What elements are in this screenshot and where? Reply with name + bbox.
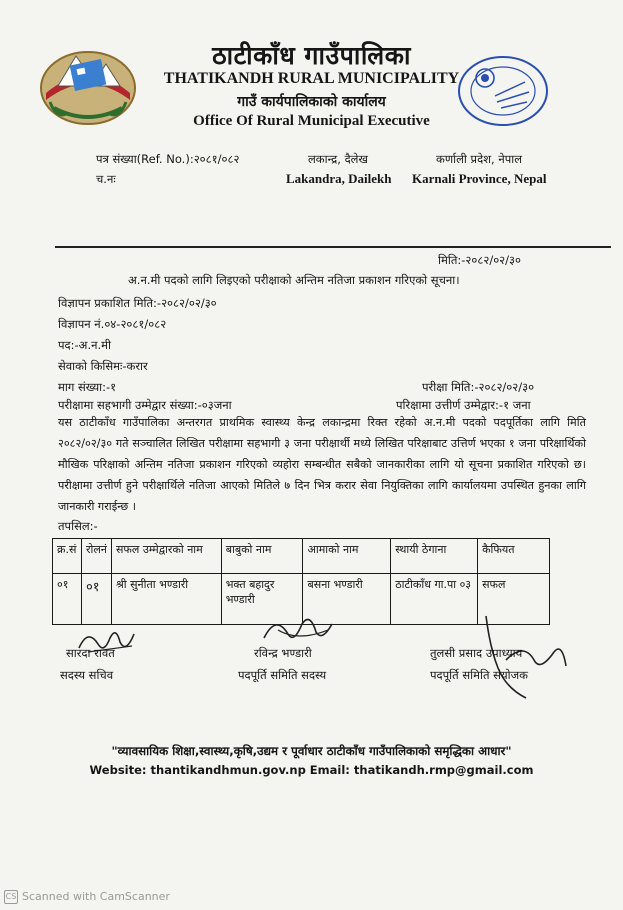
table-cell: ठाटीकाँध गा.पा ०३ xyxy=(391,574,478,625)
passed-count: परिक्षामा उत्तीर्ण उम्मेद्वार:-१ जना xyxy=(396,398,531,412)
footer-slogan: "व्यावसायिक शिक्षा,स्वास्थ्य,कृषि,उद्यम र पूर्वाधार ठाटीकाँध गाउँपालिकाको समृद्धिका आधार" xyxy=(111,744,512,758)
province-english: Karnali Province, Nepal xyxy=(412,171,547,186)
camscanner-watermark xyxy=(4,890,170,904)
ad-number: विज्ञापन नं.०४-२०८१/०८२ xyxy=(58,317,167,331)
signature-2-scribble xyxy=(258,612,338,648)
watermark-text: Scanned with CamScanner xyxy=(22,890,170,903)
office-title-english: Office Of Rural Municipal Executive xyxy=(193,113,430,129)
post-name: पद:-अ.न.मी xyxy=(58,338,111,352)
table-cell: ०१ xyxy=(81,574,111,625)
footer-contact: Website: thantikandhmun.gov.np Email: thatikandh.rmp@gmail.com xyxy=(89,763,534,777)
participant-count: परीक्षामा सहभागी उम्मेद्वार संख्या:-०३जना xyxy=(58,398,232,412)
location-nepali: लकान्द्र, दैलेख xyxy=(308,152,368,166)
column-header: आमाको नाम xyxy=(303,539,391,574)
table-header-row xyxy=(53,539,550,574)
table-cell: सफल xyxy=(478,574,550,625)
column-header: बाबुको नाम xyxy=(221,539,303,574)
signatory-1-name: सारदा रावत xyxy=(66,646,115,660)
header-divider xyxy=(55,246,611,248)
notice-body: यस ठाटीकाँध गाउँपालिका अन्तरगत प्राथमिक स्वास्थ्य केन्द्र लकान्द्रमा रिक्त रहेको अ.न.मी पदको पदपूर्तिका लागि मिति २०८२/०२/३० गते सञ्चालित लिखित परीक्षामा सहभागी ३ जना परीक्षार्थी मध्ये लिखित परिक्षाबाट उत्तिर्ण भएका १ जना परिक्षार्थिको मौखिक परिक्षाको अन्तिम नतिजा प्रकाशन गरिएको व्यहोरा सम्बन्धीत सबैको जानकारीका लागि यो सूचना प्रकाशित गरिएको छ। परीक्षामा उत्तीर्ण हुने परीक्षार्थिले नतिजा आएको मितिले ७ दिन भित्र करार सेवा नियुक्तिका लागि कार्यालयमा उपस्थित हुनका लागि जानकारी गराईन्छ । xyxy=(58,416,586,513)
exam-date: परीक्षा मिति:-२०८२/०२/३० xyxy=(422,380,535,394)
camscanner-icon: CS xyxy=(4,890,18,904)
office-title-nepali: गाउँ कार्यपालिकाको कार्यालय xyxy=(237,94,386,110)
table-cell: बसना भण्डारी xyxy=(303,574,391,625)
notice-subject: अ.न.मी पदको लागि लिइएको परीक्षाको अन्तिम नतिजा प्रकाशन गरिएको सूचना। xyxy=(128,273,460,287)
signatory-2-name: रविन्द्र भण्डारी xyxy=(254,646,312,660)
column-header: क्र.सं xyxy=(53,539,82,574)
signatory-3-name: तुलसी प्रसाद उपाध्याय xyxy=(430,646,523,660)
table-cell: भक्त बहादुर भण्डारी xyxy=(221,574,303,625)
signatory-3-title: पदपूर्ति समिति संयोजक xyxy=(430,668,528,682)
column-header: सफल उम्मेद्वारको नाम xyxy=(111,539,221,574)
column-header: स्थायी ठेगाना xyxy=(391,539,478,574)
column-header: रोलनं xyxy=(81,539,111,574)
reference-number: पत्र संख्या(Ref. No.):२०८१/०८२ xyxy=(96,152,240,166)
signatory-1-title: सदस्य सचिव xyxy=(60,668,114,682)
dispatch-number: च.नः xyxy=(96,172,116,186)
notice-date: मिति:-२०८२/०२/३० xyxy=(438,253,522,267)
demand-count: माग संख्या:-१ xyxy=(58,380,117,394)
ad-published-date: विज्ञापन प्रकाशित मिति:-२०८२/०२/३० xyxy=(58,296,217,310)
municipality-title-nepali: ठाटीकाँध गाउँपालिका xyxy=(212,41,411,70)
table-cell: ०१ xyxy=(53,574,82,625)
table-cell: श्री सुनीता भण्डारी xyxy=(111,574,221,625)
column-header: कैफियत xyxy=(478,539,550,574)
signatory-2-title: पदपूर्ति समिति सदस्य xyxy=(238,668,327,682)
details-label: तपसिल:- xyxy=(58,519,98,533)
location-english: Lakandra, Dailekh xyxy=(286,171,392,186)
province-nepali: कर्णाली प्रदेश, नेपाल xyxy=(436,152,523,166)
service-type: सेवाको किसिमः-करार xyxy=(58,359,148,373)
municipality-title-english: THATIKANDH RURAL MUNICIPALITY xyxy=(163,70,460,87)
